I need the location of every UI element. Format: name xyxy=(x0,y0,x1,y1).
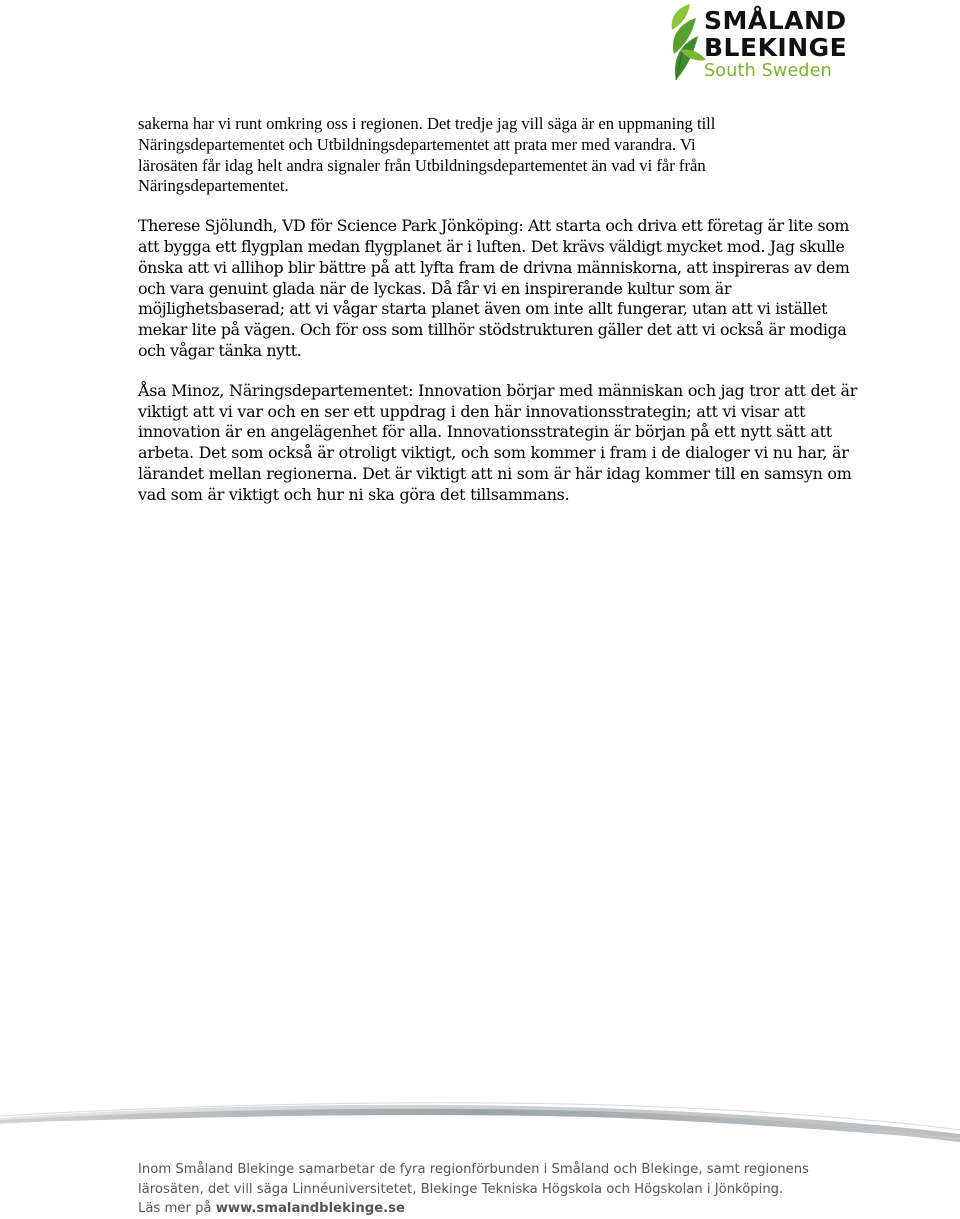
paragraph-line: lärosäten får idag helt andra signaler från Utbildningsdepartementet än vad vi får från xyxy=(138,155,706,175)
leaf-icon xyxy=(668,2,708,86)
paragraph-line: Näringsdepartementet. xyxy=(138,176,289,196)
paragraph-2 xyxy=(138,216,848,362)
footer-read-more-label: Läs mer på xyxy=(138,1201,216,1216)
paragraph-3 xyxy=(138,380,858,506)
paragraph-line: Åsa Minoz, Näringsdepartementet: Innovation börjar med människan och jag tror att det är xyxy=(138,380,858,400)
paragraph-line: och vara genuint glada när de lyckas. Då får vi en inspirerande kultur som är xyxy=(138,278,732,298)
paragraph-line: vad som är viktigt och hur ni ska göra det tillsammans. xyxy=(138,484,570,504)
footer-swoosh-divider xyxy=(0,1090,960,1150)
logo-line-blekinge: BLEKINGE xyxy=(704,33,848,62)
paragraph-line: och vågar tänka nytt. xyxy=(138,340,302,360)
paragraph-line: önska att vi allihop blir bättre på att lyfta fram de drivna människorna, att inspireras av dem xyxy=(138,257,850,277)
paragraph-line: Therese Sjölundh, VD för Science Park Jönköping: Att starta och driva ett företag är lite som xyxy=(138,216,850,236)
paragraph-1 xyxy=(138,114,848,197)
footer-text xyxy=(138,1160,938,1219)
paragraph-line: mekar lite på vägen. Och för oss som tillhör stödstrukturen gäller det att vi också är modiga xyxy=(138,320,847,340)
paragraph-line: lärandet mellan regionerna. Det är viktigt att ni som är här idag kommer till en samsyn om xyxy=(138,463,852,483)
footer-line xyxy=(138,1199,938,1219)
footer-website-link[interactable]: www.smalandblekinge.se xyxy=(215,1201,405,1216)
logo-line-south-sweden: South Sweden xyxy=(704,61,832,81)
paragraph-line: att bygga ett flygplan medan flygplanet är i luften. Det krävs väldigt mycket mod. Jag skulle xyxy=(138,236,845,256)
document-body xyxy=(138,114,858,525)
paragraph-line: innovation är en angelägenhet för alla. Innovationsstrategin är början på ett nytt sätt att xyxy=(138,422,832,442)
paragraph-line: sakerna har vi runt omkring oss i regionen. Det tredje jag vill säga är en uppmaning till xyxy=(138,114,716,133)
footer-line: Inom Småland Blekinge samarbetar de fyra regionförbunden i Småland och Blekinge, samt regionens xyxy=(138,1162,809,1177)
paragraph-line: Näringsdepartementet och Utbildningsdepartementet att prata mer med varandra. Vi xyxy=(138,134,696,154)
paragraph-line: arbeta. Det som också är otroligt viktigt, och som kommer i fram i de dialoger vi nu har, är xyxy=(138,443,849,463)
smaland-blekinge-logo xyxy=(668,2,948,86)
paragraph-line: möjlighetsbaserad; att vi vågar starta planet även om inte allt fungerar, utan att vi istället xyxy=(138,299,828,319)
logo-line-smaland: SMÅLAND xyxy=(704,6,847,35)
paragraph-line: viktigt att vi var och en ser ett uppdrag i den här innovationsstrategin; att vi visar att xyxy=(138,401,806,421)
footer-line: lärosäten, det vill säga Linnéuniversitetet, Blekinge Tekniska Högskola och Högskolan i Jönköping. xyxy=(138,1181,784,1197)
